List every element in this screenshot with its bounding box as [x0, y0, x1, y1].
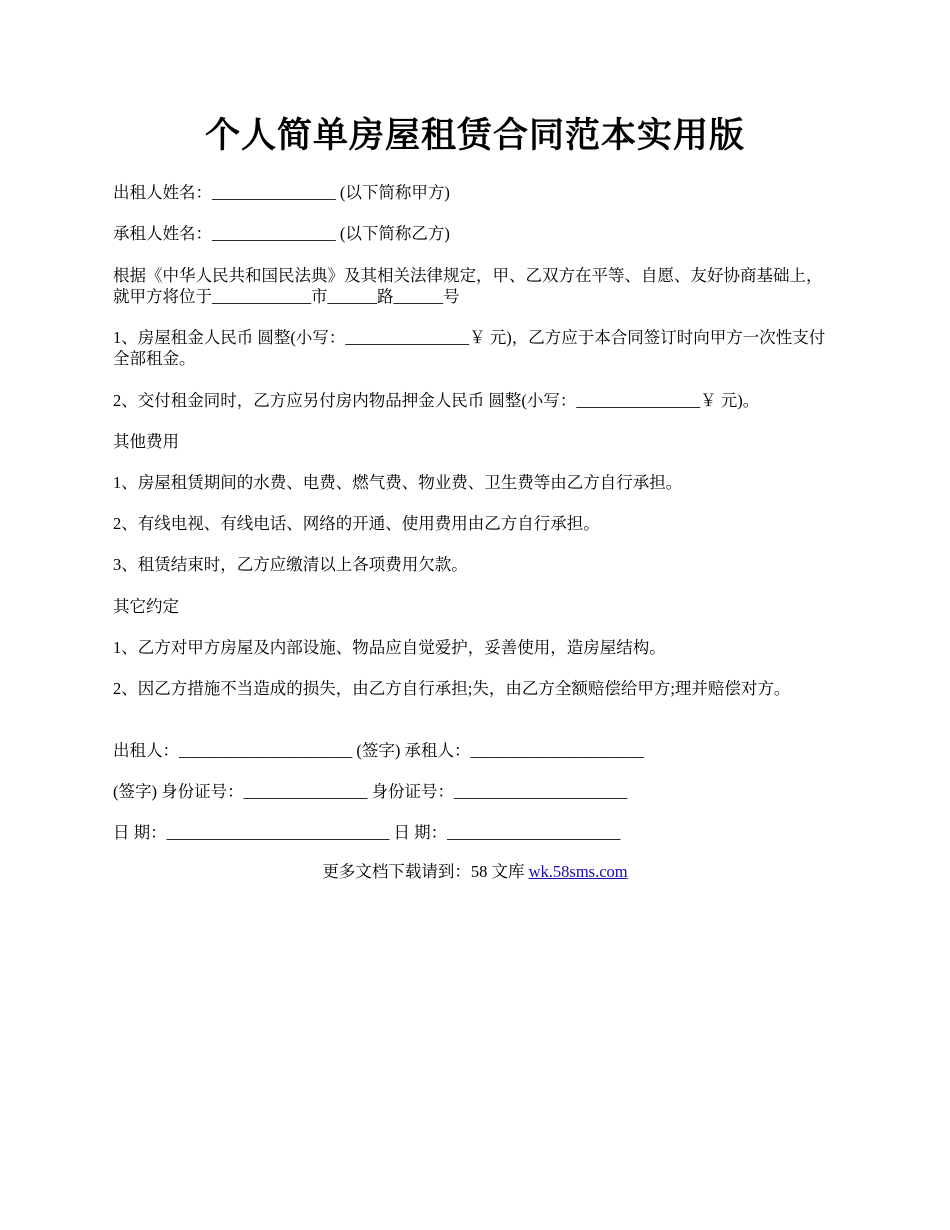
- deposit-clause: 2、交付租金同时，乙方应另付房内物品押金人民币 圆整(小写：_______________￥ 元)。: [113, 391, 760, 410]
- lessor-name-line: 出租人姓名：_______________ (以下简称甲方): [113, 183, 450, 202]
- terms-clause-2: 2、因乙方措施不当造成的损失，由乙方自行承担;失，由乙方全额赔偿给甲方;理并赔偿对方。: [113, 679, 791, 698]
- id-number-line: (签字) 身份证号：_______________ 身份证号：_____________________: [113, 782, 628, 801]
- date-line: 日 期：___________________________ 日 期：_____________________: [113, 823, 621, 842]
- rent-clause: 1、房屋租金人民币 圆整(小写：_______________￥ 元)，乙方应于本合同签订时向甲方一次性支付全部租金。: [113, 328, 826, 368]
- signature-line: 出租人：_____________________ (签字) 承租人：_____________________: [113, 741, 644, 760]
- fees-clause-3: 3、租赁结束时，乙方应缴清以上各项费用欠款。: [113, 555, 468, 574]
- footer: [0, 861, 950, 883]
- footer-link[interactable]: wk.58sms.com: [528, 862, 628, 881]
- fees-clause-2: 2、有线电视、有线电话、网络的开通、使用费用由乙方自行承担。: [113, 514, 600, 533]
- fees-clause-1: 1、房屋租赁期间的水费、电费、燃气费、物业费、卫生费等由乙方自行承担。: [113, 473, 683, 492]
- terms-clause-1: 1、乙方对甲方房屋及内部设施、物品应自觉爱护，妥善使用，造房屋结构。: [113, 638, 666, 657]
- other-fees-heading: 其他费用: [113, 432, 179, 451]
- footer-text: 更多文档下载请到：58 文库: [322, 862, 529, 881]
- preamble-paragraph: 根据《中华人民共和国民法典》及其相关法律规定，甲、乙双方在平等、自愿、友好协商基础上，就甲方将位于____________市______路______号: [113, 266, 823, 306]
- document-title: 个人简单房屋租赁合同范本实用版: [204, 115, 745, 156]
- other-terms-heading: 其它约定: [113, 597, 179, 616]
- lessee-name-line: 承租人姓名：_______________ (以下简称乙方): [113, 224, 450, 243]
